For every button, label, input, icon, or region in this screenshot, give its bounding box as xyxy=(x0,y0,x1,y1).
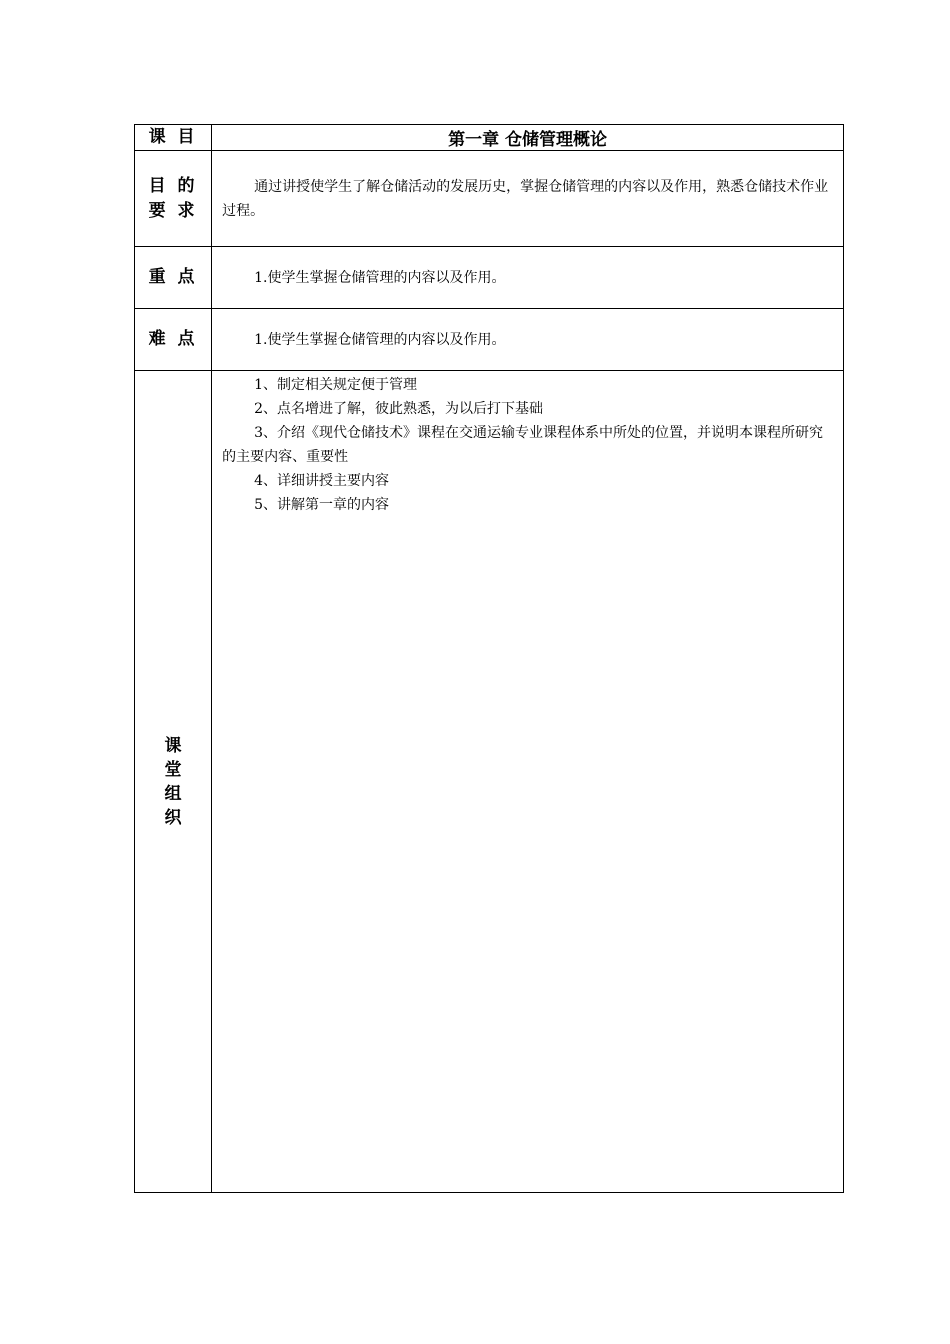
class-org-item-3: 3、介绍《现代仓储技术》课程在交通运输专业课程体系中所处的位置，并说明本课程所研究的主要内容、重要性 xyxy=(222,425,823,465)
key-points-content xyxy=(212,247,844,309)
class-org-label-char-1: 课 xyxy=(164,735,182,756)
key-points-text: 1.使学生掌握仓储管理的内容以及作用。 xyxy=(254,269,506,286)
class-org-item-4: 4、详细讲授主要内容 xyxy=(254,473,390,489)
difficult-points-text: 1.使学生掌握仓储管理的内容以及作用。 xyxy=(254,331,506,348)
course-label-text: 课 目 xyxy=(148,127,198,147)
objectives-content xyxy=(212,151,844,247)
class-org-label-char-3: 组 xyxy=(164,783,182,804)
class-org-label xyxy=(135,371,212,1193)
class-org-label-char-2: 堂 xyxy=(164,759,182,780)
difficult-points-row xyxy=(135,309,844,371)
course-row xyxy=(135,125,844,151)
class-org-row xyxy=(135,371,844,1193)
key-points-label-text: 重 点 xyxy=(148,267,198,287)
class-org-label-char-4: 织 xyxy=(164,807,182,828)
class-org-item-1: 1、制定相关规定便于管理 xyxy=(254,377,418,393)
class-org-item-2: 2、点名增进了解，彼此熟悉，为以后打下基础 xyxy=(254,401,543,417)
course-title: 第一章 仓储管理概论 xyxy=(212,125,844,151)
class-org-item-5: 5、讲解第一章的内容 xyxy=(254,497,390,513)
course-label xyxy=(135,125,212,151)
objectives-text: 通过讲授使学生了解仓储活动的发展历史，掌握仓储管理的内容以及作用，熟悉仓储技术作业过程。 xyxy=(222,178,829,219)
objectives-label xyxy=(135,151,212,247)
key-points-label xyxy=(135,247,212,309)
difficult-points-label-text: 难 点 xyxy=(148,329,198,349)
difficult-points-label xyxy=(135,309,212,371)
key-points-row xyxy=(135,247,844,309)
class-org-content xyxy=(212,371,844,1193)
objectives-row xyxy=(135,151,844,247)
lesson-plan-table xyxy=(134,124,844,1193)
difficult-points-content xyxy=(212,309,844,371)
objectives-label-line-2: 要 求 xyxy=(148,200,198,221)
objectives-label-line-1: 目 的 xyxy=(148,175,198,196)
